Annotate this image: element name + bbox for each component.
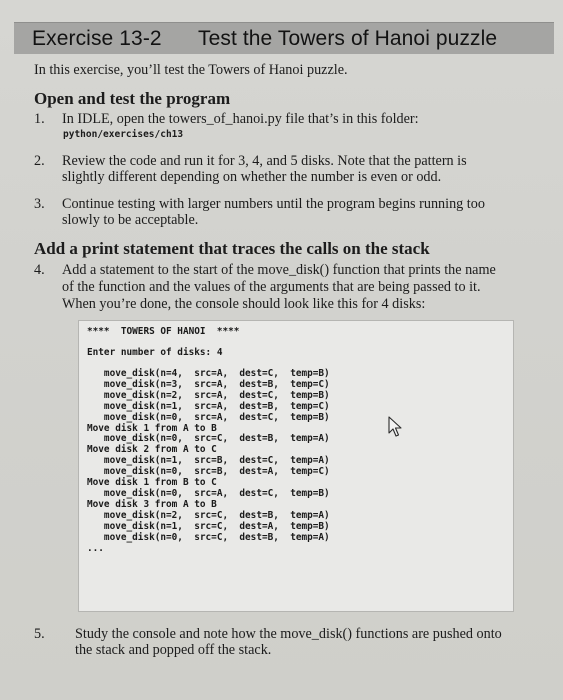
step-number: 2.: [34, 153, 45, 169]
step-text: Review the code and run it for 3, 4, and 5 disks. Note that the pattern is: [62, 153, 467, 169]
console-line: Move disk 2 from A to C: [87, 444, 217, 456]
console-title-line: **** TOWERS OF HANOI ****: [87, 326, 240, 337]
console-line: move_disk(n=2, src=C, dest=B, temp=A): [87, 509, 330, 521]
console-line: Move disk 3 from A to B: [87, 498, 217, 510]
step-text: Study the console and note how the move_disk() functions are pushed onto: [75, 626, 502, 642]
console-line: move_disk(n=1, src=A, dest=B, temp=C): [87, 400, 330, 412]
step-number: 4.: [34, 262, 45, 278]
step-text: Add a statement to the start of the move_disk() function that prints the name: [62, 262, 496, 278]
console-line: move_disk(n=1, src=B, dest=C, temp=A): [87, 455, 330, 467]
console-line: Move disk 1 from B to C: [87, 477, 217, 489]
step-text: When you’re done, the console should look like this for 4 disks:: [62, 296, 426, 312]
step-text: the stack and popped off the stack.: [75, 642, 272, 658]
console-line: move_disk(n=0, src=A, dest=C, temp=B): [87, 487, 330, 499]
section-heading-open-test: Open and test the program: [34, 89, 231, 108]
console-output-box: [78, 320, 514, 612]
exercise-number: Exercise 13-2: [32, 27, 162, 50]
step-text: Continue testing with larger numbers until the program begins running too: [62, 196, 485, 212]
console-prompt-line: Enter number of disks: 4: [87, 347, 223, 358]
console-line: move_disk(n=1, src=C, dest=A, temp=B): [87, 520, 330, 532]
console-line: move_disk(n=0, src=C, dest=B, temp=A): [87, 433, 330, 445]
exercise-title: Test the Towers of Hanoi puzzle: [198, 27, 498, 50]
console-lines: [87, 327, 330, 554]
step-number: 5.: [34, 626, 45, 642]
console-line: move_disk(n=0, src=C, dest=B, temp=A): [87, 531, 330, 543]
console-line: move_disk(n=4, src=A, dest=C, temp=B): [87, 368, 330, 379]
intro-text: In this exercise, you’ll test the Towers of Hanoi puzzle.: [34, 62, 348, 78]
console-line: move_disk(n=0, src=B, dest=A, temp=C): [87, 466, 330, 478]
console-line: ...: [87, 542, 104, 554]
step-number: 1.: [34, 111, 45, 127]
step-text: slowly to be acceptable.: [62, 212, 199, 228]
console-line: move_disk(n=2, src=A, dest=C, temp=B): [87, 389, 330, 401]
step-text: In IDLE, open the towers_of_hanoi.py file that’s in this folder:: [62, 111, 419, 127]
console-line: move_disk(n=3, src=A, dest=B, temp=C): [87, 378, 330, 390]
console-line: move_disk(n=0, src=A, dest=C, temp=B): [87, 411, 330, 423]
exercise-header-bar: [14, 22, 554, 54]
section-heading-print-statement: Add a print statement that traces the calls on the stack: [34, 239, 430, 258]
console-line: Move disk 1 from A to B: [87, 422, 217, 434]
mouse-pointer-icon: [388, 416, 402, 438]
step-text: of the function and the values of the arguments that are being passed to it.: [62, 279, 481, 295]
folder-path-code: python/exercises/ch13: [63, 129, 184, 140]
step-text: slightly different depending on whether the number is even or odd.: [62, 169, 442, 185]
step-number: 3.: [34, 196, 45, 212]
